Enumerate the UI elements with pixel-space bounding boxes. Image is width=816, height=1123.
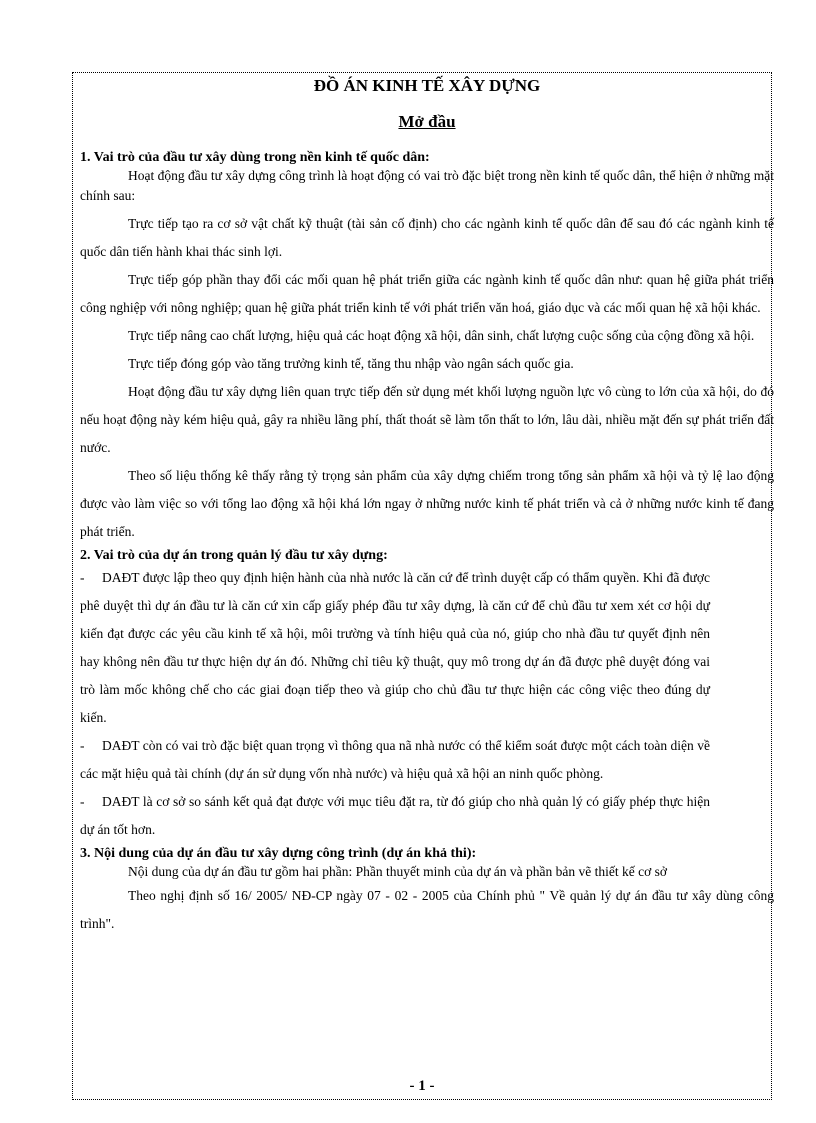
section-1-paragraph: Trực tiếp đóng góp vào tăng trưởng kinh tế, tăng thu nhập vào ngân sách quốc gia.	[128, 356, 574, 371]
bullet-marker: -	[80, 570, 85, 585]
section-1-paragraph: Trực tiếp góp phần thay đổi các mối quan hệ phát triển giữa các ngành kinh tế quốc dân như: quan hệ giữa phát triển công nghiệp với nông nghiệp; quan hệ giữa phát triển kinh tế với phát triển văn hoá, giáo dục và các mối quan hệ xã hội khác.	[80, 272, 774, 315]
section-2-heading: 2. Vai trò của dự án trong quản lý đầu tư xây dựng:	[80, 548, 388, 563]
section-2-bullet	[80, 564, 710, 732]
section-2-bullet	[80, 732, 710, 788]
document-subtitle: Mở đầu	[398, 112, 456, 131]
document-title: ĐỒ ÁN KINH TẾ XÂY DỰNG	[313, 76, 541, 95]
bullet-marker: -	[80, 794, 85, 809]
page-number: - 1 -	[409, 1078, 435, 1094]
section-1-paragraph: Theo số liệu thống kê thấy rằng tỷ trọng sản phẩm của xây dựng chiếm trong tổng sản phẩm xã hội và tỷ lệ lao động được vào làm việc so với tổng lao động xã hội khá lớn ngay ở những nước kinh tế phát triển và cả ở những nước kinh tế đang phát triển.	[80, 468, 774, 539]
section-2-bullet	[80, 788, 710, 844]
section-1-paragraph: Trực tiếp nâng cao chất lượng, hiệu quả các hoạt động xã hội, dân sinh, chất lượng cuộc sống của cộng đồng xã hội.	[128, 328, 755, 343]
section-3-heading: 3. Nội dung của dự án đầu tư xây dựng công trình (dự án khả thi):	[80, 846, 477, 861]
document-body	[80, 72, 774, 938]
section-1-heading: 1. Vai trò của đầu tư xây dùng trong nền kinh tế quốc dân:	[80, 150, 430, 165]
section-3-paragraph: Theo nghị định số 16/ 2005/ NĐ-CP ngày 07 - 02 - 2005 của Chính phủ " Về quản lý dự án đầu tư xây dùng công trình".	[80, 888, 774, 931]
section-1-paragraph: Hoạt động đầu tư xây dựng công trình là hoạt động có vai trò đặc biệt trong nền kinh tế quốc dân, thể hiện ở những mặt chính sau:	[80, 168, 774, 203]
bullet-text: DAĐT được lập theo quy định hiện hành của nhà nước là căn cứ để trình duyệt cấp có thẩm quyền. Khi đã được phê duyệt thì dự án đầu tư là căn cứ xin cấp giấy phép đầu tư xây dựng, là căn cứ để chủ đầu tư xem xét cơ hội dự kiến đạt được các yêu cầu kinh tế xã hội, môi trường và tính hiệu quả của nó, giúp cho nhà đầu tư quyết định nên hay không nên đầu tư thực hiện dự án đó. Những chỉ tiêu kỹ thuật, quy mô trong dự án đã được phê duyệt đóng vai trò làm mốc không chế cho các giai đoạn tiếp theo và giúp cho chủ đầu tư thực hiện các công việc theo đúng dự kiến.	[80, 570, 710, 725]
bullet-text: DAĐT còn có vai trò đặc biệt quan trọng vì thông qua nã nhà nước có thể kiểm soát được một cách toàn diện về các mặt hiệu quả tài chính (dự án sử dụng vốn nhà nước) và hiệu quả xã hội an ninh quốc phòng.	[80, 738, 710, 781]
bullet-marker: -	[80, 738, 85, 753]
section-1-paragraph: Trực tiếp tạo ra cơ sở vật chất kỹ thuật (tài sản cố định) cho các ngành kinh tế quốc dân để sau đó các ngành kinh tế quốc dân tiến hành khai thác sinh lợi.	[80, 216, 774, 259]
section-3-paragraph: Nội dung của dự án đầu tư gồm hai phần: Phần thuyết minh của dự án và phần bản vẽ thiết kế cơ sở	[128, 864, 667, 879]
bullet-text: DAĐT là cơ sở so sánh kết quả đạt được với mục tiêu đặt ra, từ đó giúp cho nhà quản lý có giấy phép thực hiện dự án tốt hơn.	[80, 794, 710, 837]
section-1-paragraph: Hoạt động đầu tư xây dựng liên quan trực tiếp đến sử dụng mét khối lượng nguồn lực vô cùng to lớn của xã hội, do đó nếu hoạt động này kém hiệu quả, gây ra nhiều lãng phí, thất thoát sẽ làm tổn thất to lớn, lâu dài, nhiều mặt đến sự phát triển đất nước.	[80, 384, 774, 455]
